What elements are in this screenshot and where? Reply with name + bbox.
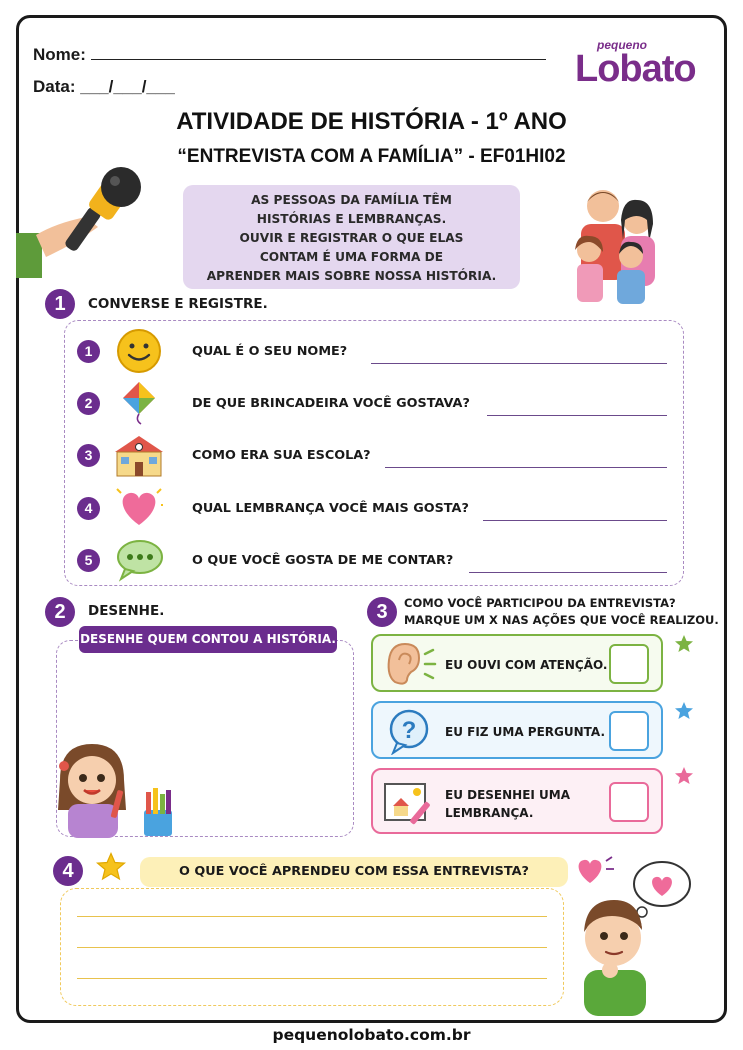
question-bubble-icon xyxy=(381,707,437,755)
drawing-icon xyxy=(381,778,437,826)
section-3-badge: 3 xyxy=(367,597,397,627)
question-number: 2 xyxy=(77,392,100,415)
pequeno-lobato-logo xyxy=(575,38,715,100)
question-row xyxy=(65,380,685,426)
question-text: QUAL É O SEU NOME? xyxy=(192,344,348,359)
question-number: 4 xyxy=(77,497,100,520)
family-illustration-icon xyxy=(555,180,675,305)
name-field xyxy=(33,45,546,65)
blue-star-icon xyxy=(674,701,694,721)
action-text: EU FIZ UMA PERGUNTA. xyxy=(445,725,606,739)
answer-line[interactable] xyxy=(469,572,667,573)
answer-line[interactable] xyxy=(487,415,667,416)
question-number: 1 xyxy=(77,340,100,363)
microphone-hand-icon xyxy=(16,165,141,280)
action-drew xyxy=(371,768,663,834)
intro-line: CONTAM É UMA FORMA DE xyxy=(259,250,444,264)
question-text: O QUE VOCÊ GOSTA DE ME CONTAR? xyxy=(192,553,454,568)
heart-icon xyxy=(115,485,163,531)
action-checkbox[interactable] xyxy=(609,644,649,684)
section-2-label: DESENHE. xyxy=(88,603,165,619)
action-text-line: LEMBRANÇA. xyxy=(445,806,534,820)
answer-line[interactable] xyxy=(77,947,547,948)
action-checkbox[interactable] xyxy=(609,782,649,822)
action-text: EU OUVI COM ATENÇÃO. xyxy=(445,658,608,672)
answer-line[interactable] xyxy=(77,978,547,979)
intro-box xyxy=(183,185,520,289)
section-1-label: CONVERSE E REGISTRE. xyxy=(88,296,268,312)
section-2-badge: 2 xyxy=(45,597,75,627)
svg-text:?: ? xyxy=(401,717,417,744)
page-title: ATIVIDADE DE HISTÓRIA - 1º ANO xyxy=(176,108,567,135)
action-checkbox[interactable] xyxy=(609,711,649,751)
question-row xyxy=(65,485,685,531)
date-label: Data: xyxy=(33,77,76,96)
page-subtitle: “ENTREVISTA COM A FAMÍLIA” - EF01HI02 xyxy=(177,146,566,167)
girl-drawing-illustration-icon xyxy=(50,740,185,840)
question-text: DE QUE BRINCADEIRA VOCÊ GOSTAVA? xyxy=(192,396,470,411)
green-star-icon xyxy=(674,634,694,654)
answer-line[interactable] xyxy=(483,520,667,521)
question-number: 3 xyxy=(77,444,100,467)
question-row xyxy=(65,432,685,478)
question-text: QUAL LEMBRANÇA VOCÊ MAIS GOSTA? xyxy=(192,501,469,516)
drawing-banner: DESENHE QUEM CONTOU A HISTÓRIA. xyxy=(79,626,337,653)
intro-line: APRENDER MAIS SOBRE NOSSA HISTÓRIA. xyxy=(206,269,497,283)
intro-line: HISTÓRIAS E LEMBRANÇAS. xyxy=(256,212,447,226)
action-asked xyxy=(371,701,663,759)
intro-line: OUVIR E REGISTRAR O QUE ELAS xyxy=(239,231,464,245)
action-text xyxy=(445,786,570,822)
question-text: COMO ERA SUA ESCOLA? xyxy=(192,448,371,463)
questions-box xyxy=(64,320,684,586)
logo-big-text: Lobato xyxy=(575,48,696,90)
question-number: 5 xyxy=(77,549,100,572)
section-1-badge: 1 xyxy=(45,289,75,319)
date-input-line[interactable]: ___/___/___ xyxy=(80,77,175,96)
name-label: Nome: xyxy=(33,45,86,64)
answer-line[interactable] xyxy=(385,467,667,468)
section-3-question-line2: MARQUE UM X NAS AÇÕES QUE VOCÊ REALIZOU. xyxy=(404,613,719,627)
footer-url[interactable]: pequenolobato.com.br xyxy=(272,1026,471,1044)
action-text-line: EU DESENHEI UMA xyxy=(445,788,571,802)
school-icon xyxy=(109,432,169,478)
yellow-star-icon xyxy=(96,852,126,882)
boy-thinking-illustration-icon xyxy=(570,858,696,1018)
pink-star-icon xyxy=(674,766,694,786)
question-row xyxy=(65,537,685,583)
intro-line: AS PESSOAS DA FAMÍLIA TÊM xyxy=(251,193,452,207)
date-field xyxy=(33,77,175,97)
question-row xyxy=(65,328,685,374)
ear-icon xyxy=(381,640,437,688)
speech-bubble-icon xyxy=(115,537,163,583)
section-3-question-line1: COMO VOCÊ PARTICIPOU DA ENTREVISTA? xyxy=(404,596,676,610)
learning-answer-box xyxy=(60,888,564,1006)
section-4-badge: 4 xyxy=(53,856,83,886)
kite-icon xyxy=(115,380,163,426)
answer-line[interactable] xyxy=(371,363,667,364)
answer-line[interactable] xyxy=(77,916,547,917)
name-input-line[interactable] xyxy=(91,46,546,60)
action-listened xyxy=(371,634,663,692)
logo-small-text: pequeno xyxy=(597,38,647,52)
learning-banner: O QUE VOCÊ APRENDEU COM ESSA ENTREVISTA? xyxy=(140,857,568,887)
smiley-face-icon xyxy=(115,328,163,374)
